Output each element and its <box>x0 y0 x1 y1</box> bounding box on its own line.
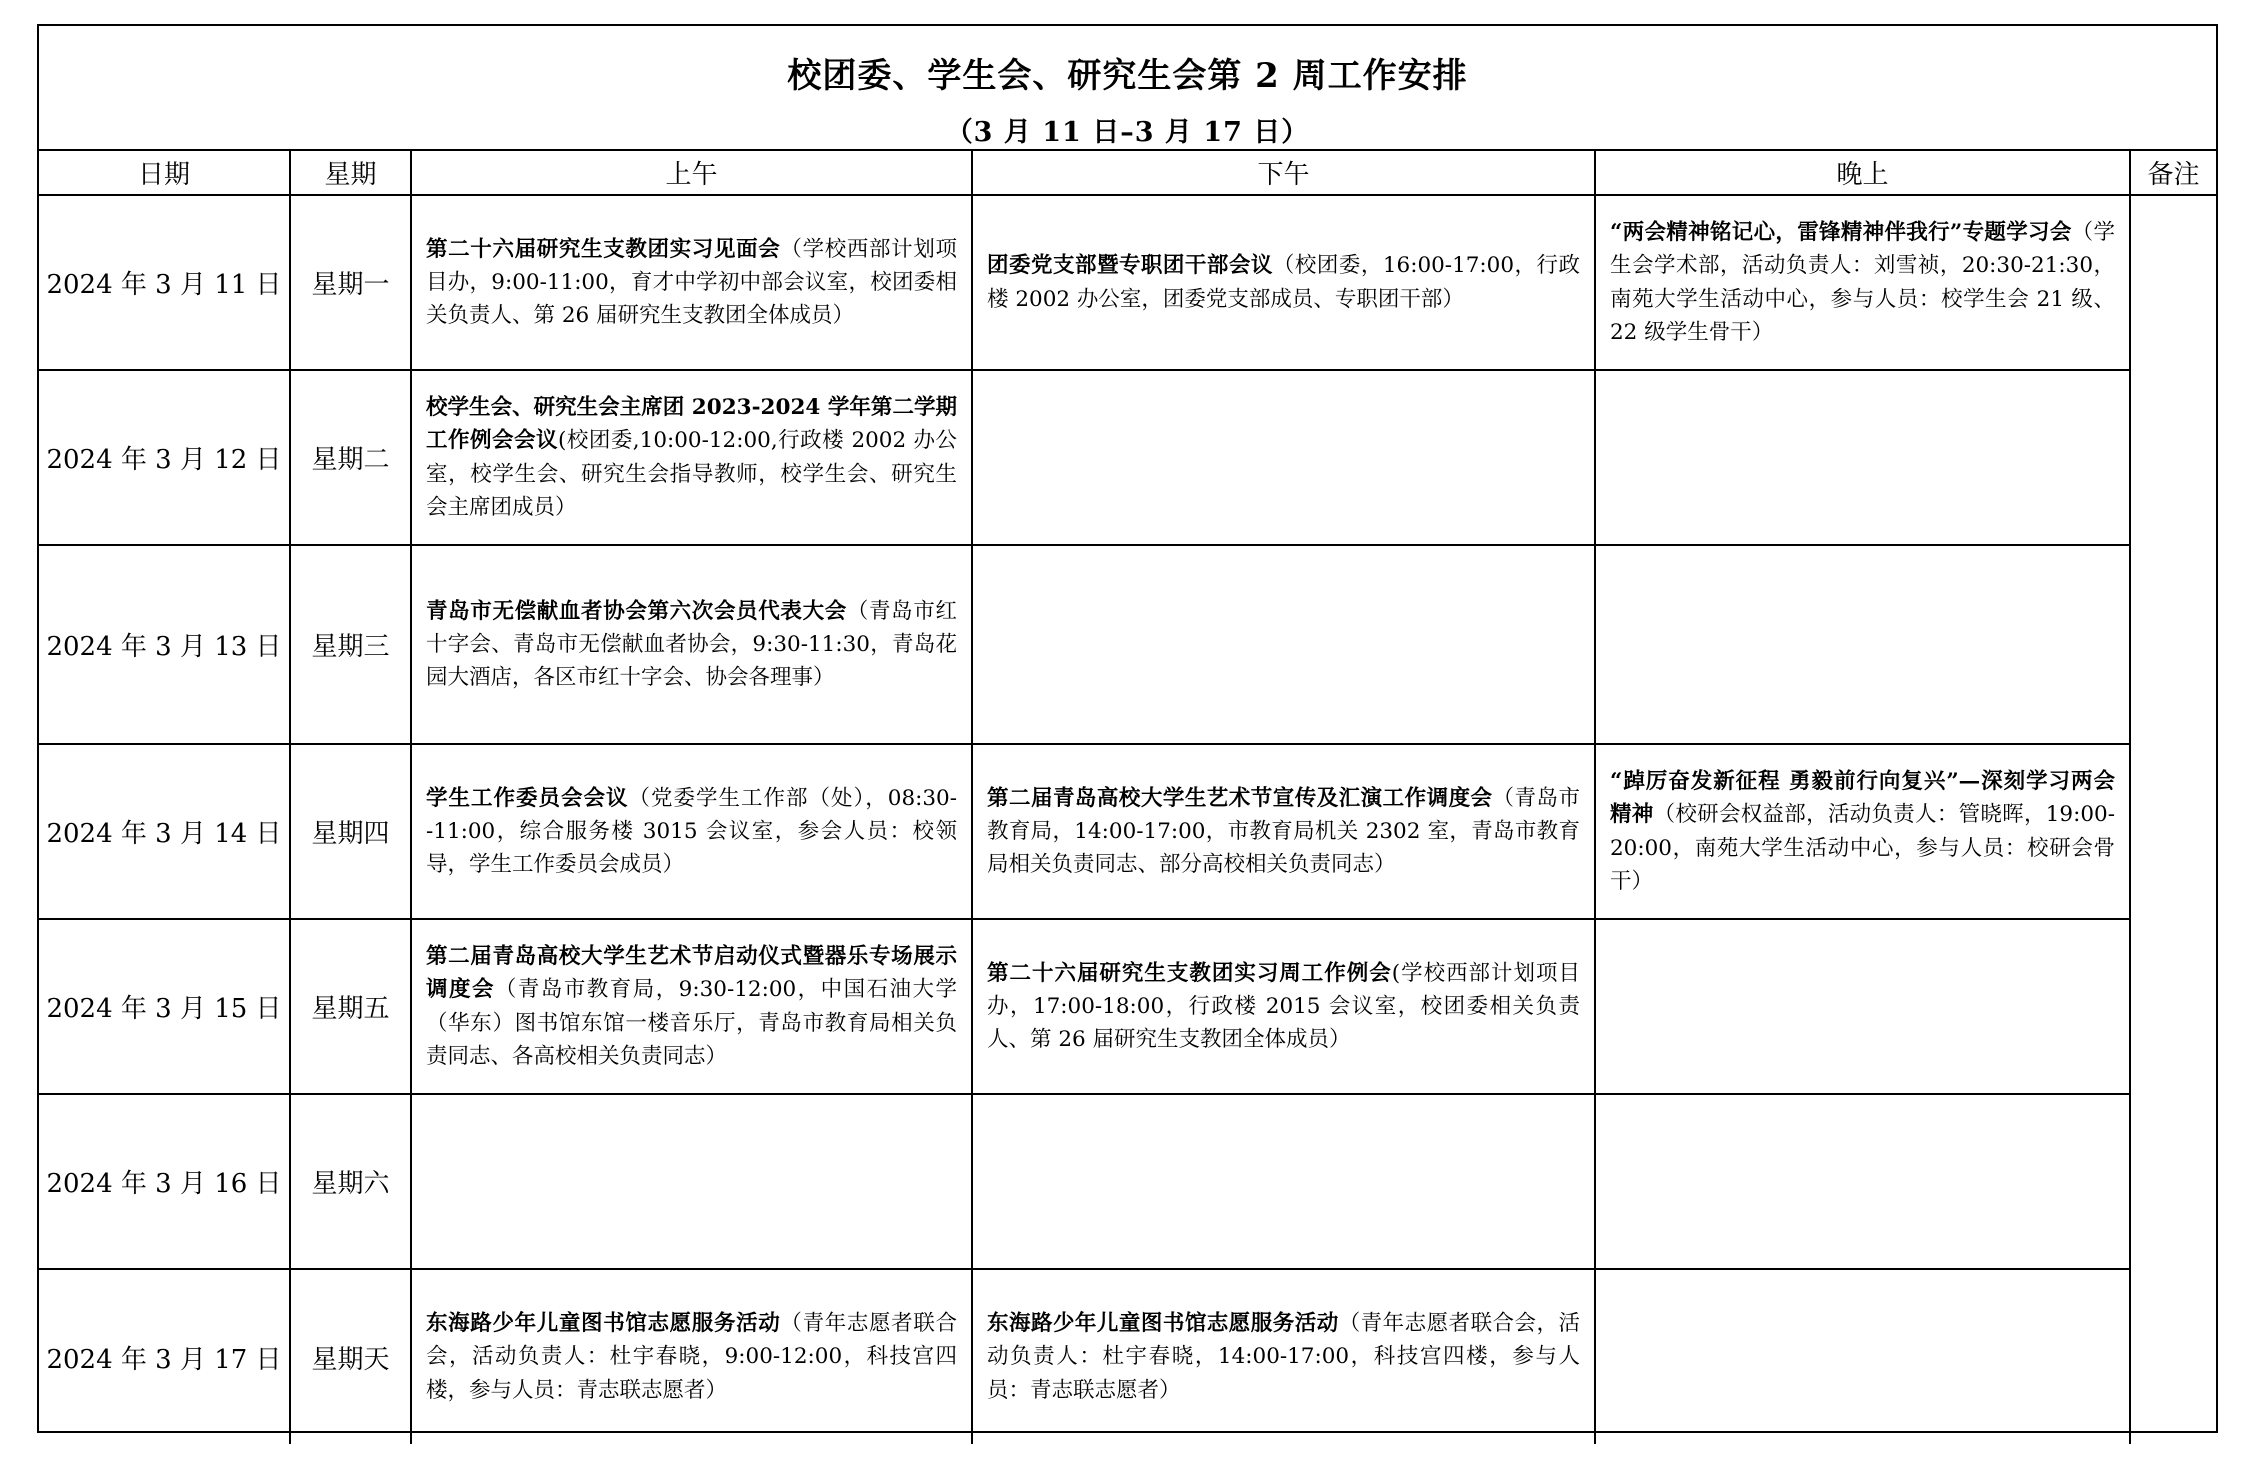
weekday-cell: 星期天 <box>290 1269 411 1444</box>
table-row <box>39 195 2216 370</box>
weekday-cell: 星期二 <box>290 370 411 545</box>
event-detail: （学校西部计划项目办，9:00-11:00，育才中学初中部会议室，校团委相关负责人、第 26 届研究生支教团全体成员） <box>426 236 957 329</box>
afternoon-cell <box>972 919 1595 1094</box>
event-detail: （青岛市教育局，14:00-17:00，市教育局机关 2302 室，青岛市教育局相关负责同志、部分高校相关负责同志） <box>987 785 1580 878</box>
event-title: 团委党支部暨专职团干部会议 <box>987 253 1273 279</box>
date-range-subtitle: （3 月 11 日–3 月 17 日） <box>945 117 1310 148</box>
evening-cell <box>1595 370 2130 545</box>
event-title: “两会精神铭记心，雷锋精神伴我行”专题学习会 <box>1610 219 2072 245</box>
event-title: 第二届青岛高校大学生艺术节宣传及汇演工作调度会 <box>987 785 1493 811</box>
event-detail: （青岛市红十字会、青岛市无偿献血者协会，9:30-11:30，青岛花园大酒店，各区市红十字会、协会各理事） <box>426 598 957 691</box>
header-date: 日期 <box>39 151 290 195</box>
event-title: 青岛市无偿献血者协会第六次会员代表大会 <box>426 598 847 624</box>
event-title: 第二十六届研究生支教团实习见面会 <box>426 236 781 262</box>
header-row <box>39 151 2216 195</box>
event-detail: （校团委，16:00-17:00，行政楼 2002 办公室，团委党支部成员、专职团干部） <box>987 253 1580 312</box>
evening-cell <box>1595 919 2130 1094</box>
event-title: 第二届青岛高校大学生艺术节启动仪式暨器乐专场展示调度会 <box>426 943 957 1003</box>
event-title: “踔厉奋发新征程 勇毅前行向复兴”—深刻学习两会精神 <box>1610 768 2115 828</box>
event-title: 第二十六届研究生支教团实习周工作例会 <box>987 960 1392 986</box>
event-detail: （青岛市教育局，9:30-12:00，中国石油大学（华东）图书馆东馆一楼音乐厅，青岛市教育局相关负责同志、各高校相关负责同志） <box>426 977 957 1069</box>
evening-cell <box>1595 1269 2130 1444</box>
weekday-cell: 星期三 <box>290 545 411 744</box>
header-evening: 晚上 <box>1595 151 2130 195</box>
morning-cell <box>411 195 972 370</box>
weekday-cell: 星期六 <box>290 1094 411 1269</box>
event-title: 学生工作委员会会议 <box>426 785 629 811</box>
event-detail: （校研会权益部，活动负责人：管晓晖，19:00-20:00，南苑大学生活动中心，参与人员：校研会骨干） <box>1610 802 2115 894</box>
morning-cell <box>411 744 972 919</box>
header-afternoon: 下午 <box>972 151 1595 195</box>
event-detail: （青年志愿者联合会，活动负责人：杜宇春晓，9:00-12:00，科技宫四楼，参与人员：青志联志愿者） <box>426 1311 957 1403</box>
event-title: 东海路少年儿童图书馆志愿服务活动 <box>426 1311 781 1337</box>
table-row <box>39 370 2216 545</box>
afternoon-cell <box>972 1094 1595 1269</box>
event-detail: （青年志愿者联合会，活动负责人：杜宇春晓，14:00-17:00，科技宫四楼，参与人员：青志联志愿者） <box>987 1311 1580 1403</box>
header-morning: 上午 <box>411 151 972 195</box>
table-row <box>39 744 2216 919</box>
date-cell: 2024 年 3 月 11 日 <box>39 195 290 370</box>
evening-cell <box>1595 545 2130 744</box>
morning-cell <box>411 1094 972 1269</box>
event-detail: （党委学生工作部（处），08:30--11:00，综合服务楼 3015 会议室，参会人员：校领导，学生工作委员会成员） <box>426 785 957 878</box>
weekday-cell: 星期四 <box>290 744 411 919</box>
table-row <box>39 1269 2216 1444</box>
event-detail: (校团委,10:00-12:00,行政楼 2002 办公室，校学生会、研究生会指导教师，校学生会、研究生会主席团成员） <box>426 428 957 520</box>
afternoon-cell <box>972 370 1595 545</box>
table-row <box>39 1094 2216 1269</box>
weekday-cell: 星期五 <box>290 919 411 1094</box>
title-block <box>39 26 2216 151</box>
date-cell: 2024 年 3 月 16 日 <box>39 1094 290 1269</box>
morning-cell <box>411 1269 972 1444</box>
date-cell: 2024 年 3 月 12 日 <box>39 370 290 545</box>
event-title: 校学生会、研究生会主席团 2023-2024 学年第二学期工作例会会议 <box>426 394 957 454</box>
afternoon-cell <box>972 545 1595 744</box>
weekday-cell: 星期一 <box>290 195 411 370</box>
morning-cell <box>411 545 972 744</box>
afternoon-cell <box>972 195 1595 370</box>
evening-cell <box>1595 195 2130 370</box>
afternoon-cell <box>972 1269 1595 1444</box>
date-cell: 2024 年 3 月 13 日 <box>39 545 290 744</box>
event-detail: （学生会学术部，活动负责人：刘雪祯，20:30-21:30，南苑大学生活动中心，参与人员：校学生会 21 级、22 级学生骨干） <box>1610 219 2115 345</box>
date-cell: 2024 年 3 月 14 日 <box>39 744 290 919</box>
date-cell: 2024 年 3 月 17 日 <box>39 1269 290 1444</box>
header-weekday: 星期 <box>290 151 411 195</box>
schedule-table <box>39 151 2216 1444</box>
event-title: 东海路少年儿童图书馆志愿服务活动 <box>987 1311 1339 1337</box>
evening-cell <box>1595 1094 2130 1269</box>
remarks-cell <box>2130 195 2216 1444</box>
event-detail: (学校西部计划项目办，17:00-18:00，行政楼 2015 会议室，校团委相关负责人、第 26 届研究生支教团全体成员） <box>987 960 1580 1053</box>
date-cell: 2024 年 3 月 15 日 <box>39 919 290 1094</box>
morning-cell <box>411 370 972 545</box>
evening-cell <box>1595 744 2130 919</box>
table-row <box>39 545 2216 744</box>
table-row <box>39 919 2216 1094</box>
page-title: 校团委、学生会、研究生会第 2 周工作安排 <box>787 56 1468 96</box>
morning-cell <box>411 919 972 1094</box>
afternoon-cell <box>972 744 1595 919</box>
schedule-sheet <box>37 24 2218 1433</box>
header-remarks: 备注 <box>2130 151 2216 195</box>
